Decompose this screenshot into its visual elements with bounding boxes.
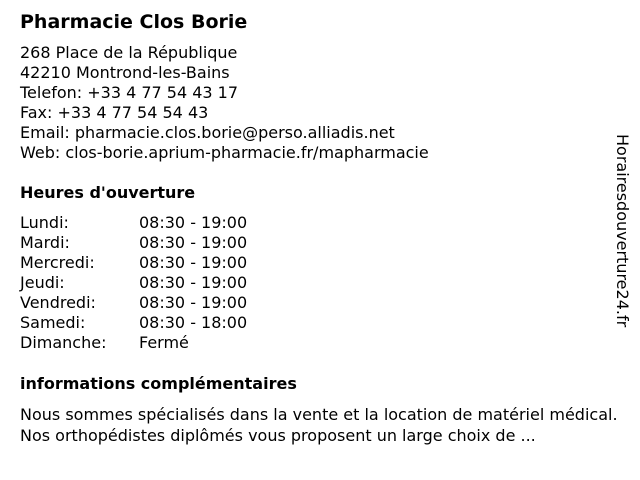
additional-info-text: Nous sommes spécialisés dans la vente et la location de matériel médical. Nos orthopédistes diplômés vous proposent un large choix de ... [20, 405, 618, 445]
hours-value: 08:30 - 19:00 [139, 293, 248, 312]
contact-block [20, 43, 429, 163]
address-line-1: 268 Place de la République [20, 43, 238, 62]
hours-row-thursday [20, 273, 320, 293]
hours-value: 08:30 - 18:00 [139, 313, 248, 332]
day-label: Vendredi: [20, 293, 96, 312]
hours-row-friday [20, 293, 320, 313]
hours-value: 08:30 - 19:00 [139, 253, 248, 272]
day-label: Jeudi: [20, 273, 65, 292]
address-line-2: 42210 Montrond-les-Bains [20, 63, 230, 82]
site-watermark: Horairesdouverture24.fr [613, 134, 632, 328]
website-url: Web: clos-borie.aprium-pharmacie.fr/mapharmacie [20, 143, 429, 162]
day-label: Dimanche: [20, 333, 107, 352]
hours-value: Fermé [139, 333, 189, 352]
hours-row-wednesday [20, 253, 320, 273]
fax-number: Fax: +33 4 77 54 54 43 [20, 103, 209, 122]
hours-row-sunday [20, 333, 320, 353]
hours-value: 08:30 - 19:00 [139, 273, 248, 292]
hours-value: 08:30 - 19:00 [139, 213, 248, 232]
opening-hours-table [20, 213, 320, 353]
phone-number: Telefon: +33 4 77 54 43 17 [20, 83, 239, 102]
day-label: Mardi: [20, 233, 70, 252]
day-label: Mercredi: [20, 253, 95, 272]
hours-row-tuesday [20, 233, 320, 253]
additional-info-heading: informations complémentaires [20, 374, 297, 393]
hours-value: 08:30 - 19:00 [139, 233, 248, 252]
hours-row-saturday [20, 313, 320, 333]
email-address: Email: pharmacie.clos.borie@perso.alliadis.net [20, 123, 395, 142]
pharmacy-name: Pharmacie Clos Borie [20, 11, 248, 33]
hours-row-monday [20, 213, 320, 233]
opening-hours-heading: Heures d'ouverture [20, 183, 196, 202]
day-label: Lundi: [20, 213, 69, 232]
day-label: Samedi: [20, 313, 86, 332]
